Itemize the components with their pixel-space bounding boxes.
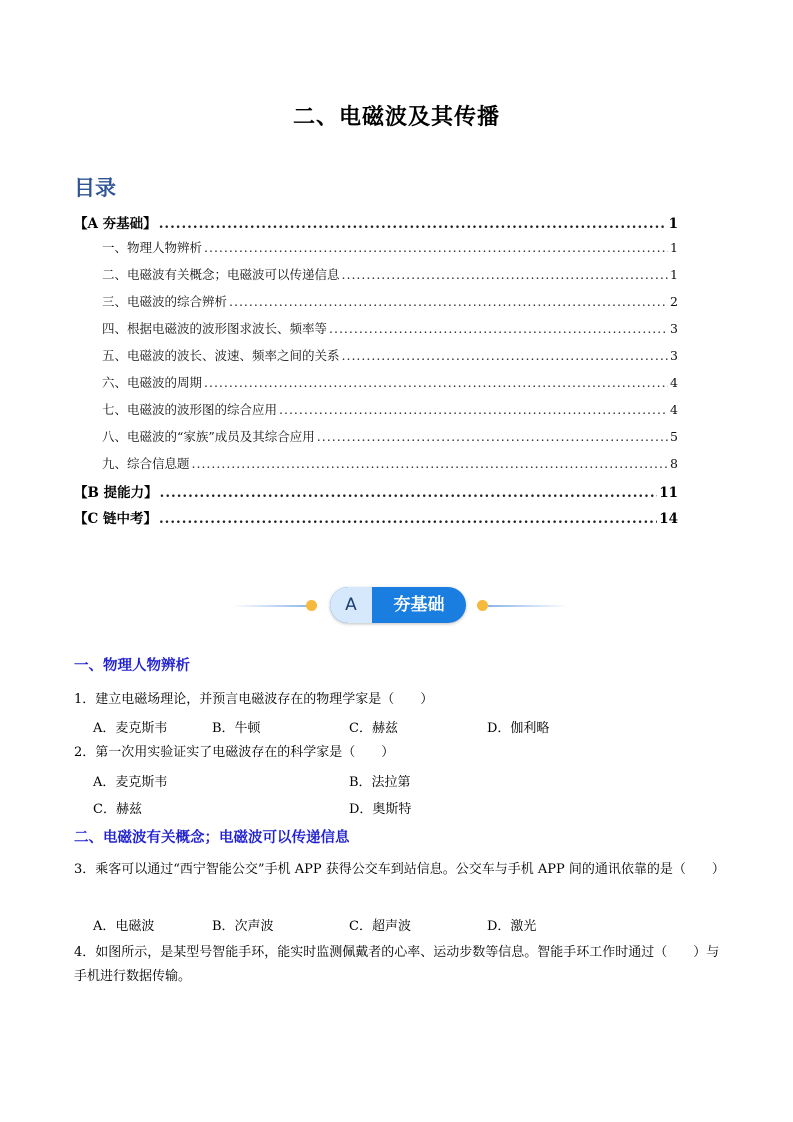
toc-leader-dots	[159, 216, 667, 232]
toc-entry-page: 1	[670, 240, 678, 255]
toc-entry-label: 四、根据电磁波的波形图求波长、频率等	[102, 321, 328, 336]
toc-entry-label: 六、电磁波的周期	[102, 375, 203, 390]
toc-entry-label: 【C 链中考】	[74, 511, 157, 527]
toc-entry-label: 七、电磁波的波形图的综合应用	[102, 402, 278, 417]
section-heading-2: 二、电磁波有关概念；电磁波可以传递信息	[74, 830, 350, 846]
toc-entry-label: 【A 夯基础】	[74, 216, 157, 232]
toc-entry[interactable]	[74, 346, 678, 373]
toc-leader-dots	[317, 429, 668, 444]
toc-leader-dots	[279, 402, 668, 417]
toc-entry[interactable]	[74, 400, 678, 427]
banner-letter: A	[330, 587, 372, 623]
question-1-stem: 1．建立电磁场理论，并预言电磁波存在的物理学家是（ ）	[74, 692, 434, 707]
option-a: A．麦克斯韦	[93, 775, 168, 790]
toc-entry-page: 1	[670, 267, 678, 282]
toc-entry[interactable]	[74, 454, 678, 481]
question-2-stem: 2．第一次用实验证实了电磁波存在的科学家是（ ）	[74, 745, 395, 760]
banner-line-right	[488, 605, 568, 607]
banner-dot-right	[477, 600, 488, 611]
toc-entry[interactable]	[74, 212, 678, 238]
option-c: C．超声波	[349, 919, 411, 934]
banner-dot-left	[306, 600, 317, 611]
section-banner	[232, 586, 568, 626]
toc-leader-dots	[329, 321, 668, 336]
banner-line-left	[232, 605, 312, 607]
toc-leader-dots	[342, 267, 669, 282]
toc-entry[interactable]	[74, 238, 678, 265]
toc-leader-dots	[159, 511, 657, 527]
toc-leader-dots	[229, 294, 668, 309]
toc-entry-label: 【B 提能力】	[74, 485, 158, 501]
option-b: B．法拉第	[349, 775, 411, 790]
toc-leader-dots	[204, 375, 668, 390]
option-d: D．伽利略	[487, 721, 550, 736]
option-c: C．赫兹	[93, 802, 142, 817]
page-title: 二、电磁波及其传播	[292, 105, 500, 130]
option-c: C．赫兹	[349, 721, 398, 736]
question-3-stem: 3．乘客可以通过“西宁智能公交”手机 APP 获得公交车到站信息。公交车与手机 APP 间的通讯依靠的是（ ）	[74, 862, 725, 877]
section-heading-1: 一、物理人物辨析	[74, 658, 190, 674]
toc-entry-page: 8	[670, 456, 678, 471]
question-4-stem: 4．如图所示，是某型号智能手环，能实时监测佩戴者的心率、运动步数等信息。智能手环工作时通过（ ）与手机进行数据传输。	[74, 945, 720, 984]
toc-leader-dots	[342, 348, 669, 363]
toc-entry-page: 3	[670, 321, 678, 336]
option-b: B．次声波	[212, 919, 274, 934]
toc-entry-label: 八、电磁波的“家族”成员及其综合应用	[102, 429, 315, 444]
option-d: D．激光	[487, 919, 537, 934]
toc-entry[interactable]	[74, 319, 678, 346]
toc-entry-label: 三、电磁波的综合辨析	[102, 294, 228, 309]
toc-entry-label: 一、物理人物辨析	[102, 240, 203, 255]
option-a: A．电磁波	[93, 919, 155, 934]
banner-label: 夯基础	[393, 595, 445, 615]
toc-leader-dots	[160, 485, 658, 501]
option-d: D．奥斯特	[349, 802, 412, 817]
toc-entry-label: 二、电磁波有关概念；电磁波可以传递信息	[102, 267, 340, 282]
toc-entry-page: 2	[670, 294, 678, 309]
toc-entry[interactable]	[74, 292, 678, 319]
toc-entry-page: 3	[670, 348, 678, 363]
toc-entry-label: 九、综合信息题	[102, 456, 190, 471]
table-of-contents	[74, 212, 678, 533]
toc-entry-label: 五、电磁波的波长、波速、频率之间的关系	[102, 348, 340, 363]
toc-leader-dots	[204, 240, 668, 255]
toc-entry[interactable]	[74, 507, 678, 533]
toc-entry-page: 14	[659, 511, 678, 527]
toc-entry[interactable]	[74, 481, 678, 507]
toc-entry-page: 4	[670, 402, 678, 417]
toc-entry-page: 1	[668, 216, 678, 232]
toc-leader-dots	[192, 456, 669, 471]
toc-entry-page: 11	[659, 485, 678, 501]
toc-entry[interactable]	[74, 265, 678, 292]
toc-heading: 目录	[74, 176, 116, 200]
banner-pill	[330, 587, 466, 623]
toc-entry[interactable]	[74, 373, 678, 400]
toc-entry-page: 4	[670, 375, 678, 390]
toc-entry[interactable]	[74, 427, 678, 454]
option-a: A．麦克斯韦	[93, 721, 168, 736]
option-b: B．牛顿	[212, 721, 261, 736]
toc-entry-page: 5	[670, 429, 678, 444]
